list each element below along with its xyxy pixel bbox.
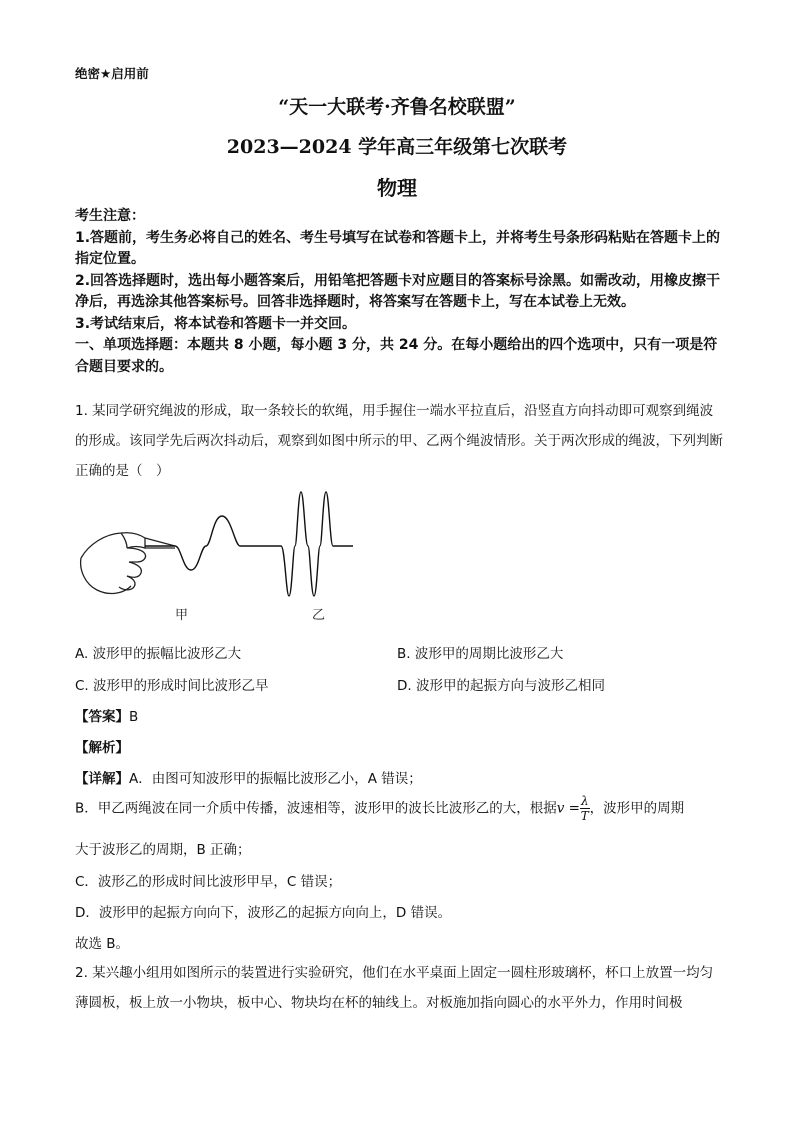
- hand-icon: [81, 533, 175, 594]
- exam-union-title: “天一大联考·齐鲁名校联盟”: [278, 96, 516, 118]
- q1-detail-a: [75, 767, 422, 787]
- notes-item-1: 1.答题前，考生务必将自己的姓名、考生号填写在试卷和答题卡上，并将考生号条形码粘贴在答题卡上的指定位置。: [75, 229, 721, 267]
- q1-analysis-tag: [75, 736, 129, 756]
- formula-lhs: v =: [556, 800, 580, 817]
- exam-notes: [75, 206, 725, 378]
- question-2-text: 2. 某兴趣小组用如图所示的装置进行实验研究，他们在水平桌面上固定一圆柱形玻璃杯，杯口上放置一均匀薄圆板，板上放一小物块，板中心、物块均在杯的轴线上。对板施加指向圆心的水平外力，作用时间极: [75, 965, 714, 1011]
- figure-label-yi: 乙: [312, 608, 326, 623]
- rope-wave-curve: [145, 492, 353, 596]
- detail-b-text: B．甲乙两绳波在同一介质中传播，波速相等，波形甲的波长比波形乙的大，根据: [75, 800, 557, 817]
- q1-option-b: B. 波形甲的周期比波形乙大: [397, 646, 564, 662]
- q1-detail-b-cont: 大于波形乙的周期，B 正确；: [75, 842, 251, 858]
- q1-detail-d: D．波形甲的起振方向向下，波形乙的起振方向向上，D 错误。: [75, 905, 452, 921]
- subject-title: 物理: [377, 176, 417, 200]
- q1-option-a: A. 波形甲的振幅比波形乙大: [75, 646, 242, 662]
- q1-answer: [75, 705, 138, 725]
- detail-b-text-end: ，波形甲的周期: [589, 800, 685, 817]
- question-1-stem: [75, 396, 725, 486]
- q1-option-d: D. 波形甲的起振方向与波形乙相同: [397, 678, 605, 694]
- analysis-tag: 【解析】: [75, 740, 129, 756]
- q1-detail-c: C．波形乙的形成时间比波形甲早，C 错误；: [75, 874, 342, 890]
- answer-value: B: [129, 709, 139, 725]
- secret-label: 绝密★启用前: [75, 66, 149, 81]
- notes-item-2: 2.回答选择题时，选出每小题答案后，用铅笔把答题卡对应题目的答案标号涂黑。如需改动，用橡皮擦干净后，再选涂其他答案标号。回答非选择题时，将答案写在答题卡上，写在本试卷上无效。: [75, 272, 721, 310]
- question-1-text: 1. 某同学研究绳波的形成，取一条较长的软绳，用手握住一端水平拉直后，沿竖直方向抖动即可观察到绳波的形成。该同学先后两次抖动后，观察到如图中所示的甲、乙两个绳波情形。关于两次形成的绳波，下列判断正确的是（ ）: [75, 403, 723, 479]
- figure-label-jia: 甲: [175, 608, 189, 623]
- rope-wave-figure: [75, 486, 365, 626]
- q1-conclusion: 故选 B。: [75, 936, 130, 952]
- detail-a-text: A．由图可知波形甲的振幅比波形乙小，A 错误；: [129, 771, 422, 787]
- formula-fraction: [580, 794, 590, 823]
- formula-numerator: λ: [581, 794, 589, 808]
- q1-option-c: C. 波形甲的形成时间比波形乙早: [75, 678, 269, 694]
- detail-tag: 【详解】: [75, 771, 129, 787]
- exam-year-title: 2023—2024 学年高三年级第七次联考: [226, 136, 568, 158]
- section-heading: 一、单项选择题：本题共 8 小题，每小题 3 分，共 24 分。在每小题给出的四个选项中，只有一项是符合题目要求的。: [75, 337, 718, 375]
- q1-detail-b: [75, 794, 684, 823]
- formula-denominator: T: [580, 809, 589, 823]
- question-2-stem: [75, 958, 725, 1018]
- answer-tag: 【答案】: [75, 709, 129, 725]
- notes-heading: 考生注意：: [75, 208, 145, 224]
- notes-item-3: 3.考试结束后，将本试卷和答题卡一并交回。: [75, 315, 357, 332]
